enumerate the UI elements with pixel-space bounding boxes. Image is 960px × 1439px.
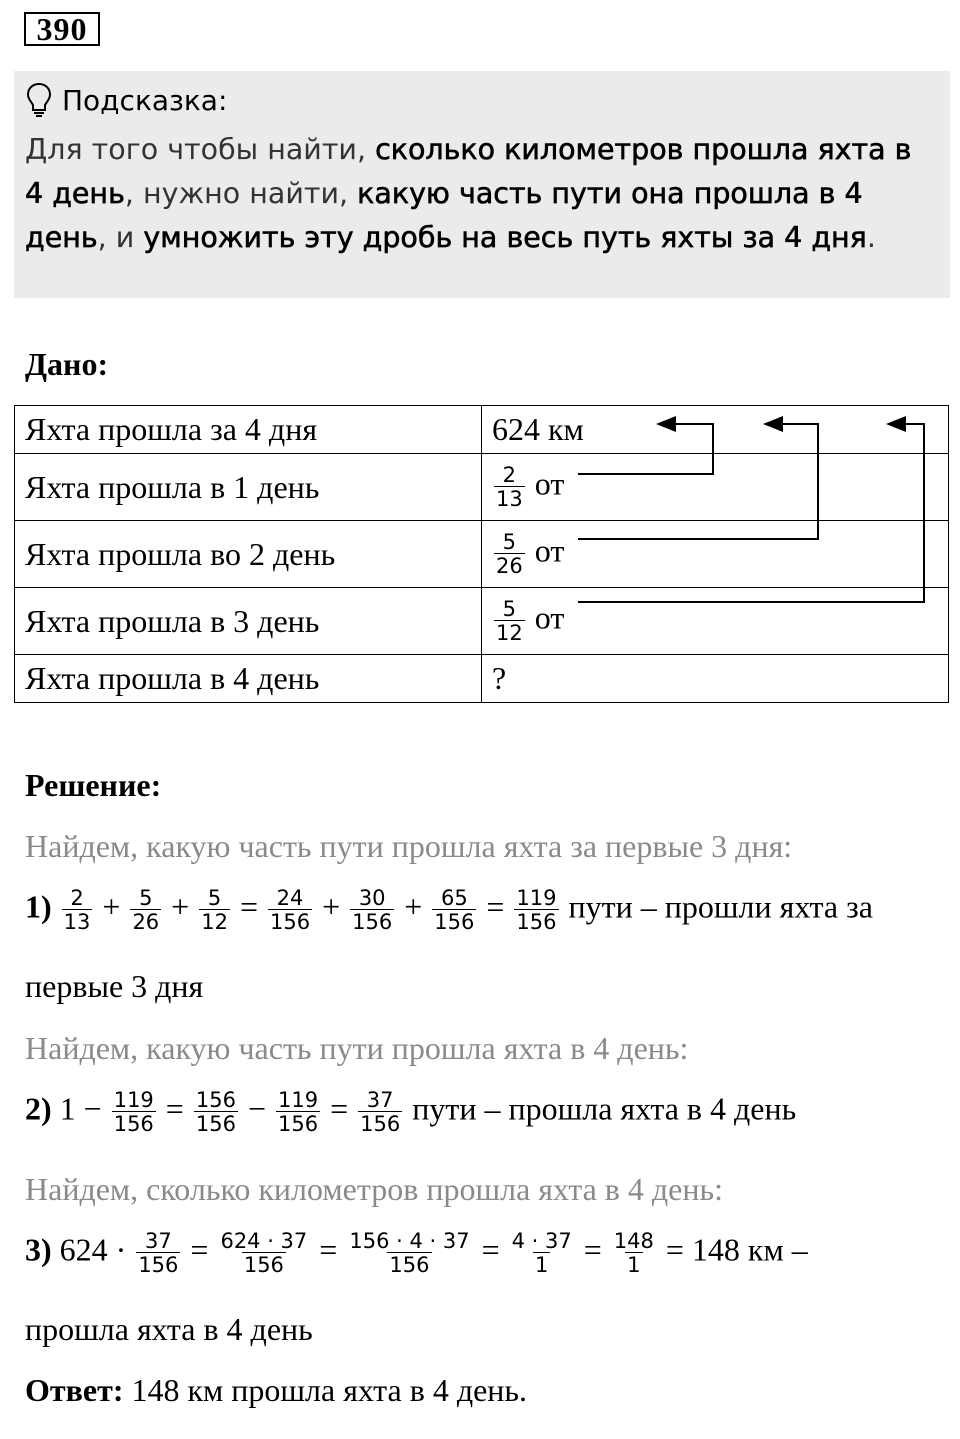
- step1-line: 1) $\frac{2}{13}$ + $\frac{5}{26}$ + $\frac{5}{12}$ = $\frac{24}{156}$ + $\frac{30}{156}$ + $\frac{65}{156}$ = $\frac{119}{156}$ пути – прошли яхта за: [25, 886, 873, 934]
- step3-line: 3) 624 · $\frac{37}{156}$ = $\frac{624 \cdot 37}{156}$ = $\frac{156 \cdot 4 \cdot 37}{156}$ = $\frac{4 \cdot 37}{1}$ = $\frac{148}{1}$ = 148 км –: [25, 1229, 808, 1277]
- answer: [25, 1372, 527, 1409]
- fraction: $\frac{4 \cdot 37}{1}$: [511, 1229, 572, 1277]
- row-label: Яхта прошла в 4 день: [15, 655, 482, 703]
- fraction: $\frac{30}{156}$: [352, 886, 393, 934]
- row-label: Яхта прошла во 2 день: [15, 521, 482, 588]
- hint-emphasis: умножить эту дробь на весь путь яхты за 4 дня: [143, 221, 867, 254]
- hint-part: , нужно найти,: [124, 177, 358, 210]
- step2-intro: Найдем, какую часть пути прошла яхта в 4 день:: [25, 1030, 689, 1066]
- row-label: Яхта прошла в 1 день: [15, 454, 482, 521]
- fraction: $\frac{148}{1}$: [613, 1229, 654, 1277]
- row-value: $\frac{5}{12}$ от: [482, 588, 949, 655]
- step2-line: 2) 1 − $\frac{119}{156}$ = $\frac{156}{156}$ − $\frac{119}{156}$ = $\frac{37}{156}$ пути – прошла яхта в 4 день: [25, 1088, 797, 1136]
- row-value: 624 км: [482, 406, 949, 454]
- arrow-day2: [578, 424, 818, 539]
- row-value: $\frac{5}{26}$ от: [482, 521, 949, 588]
- fraction: $\frac{65}{156}$: [434, 886, 475, 934]
- hint-part: Для того чтобы найти,: [25, 133, 376, 166]
- hint-emphasis: сколько километров прошла яхта в 4 день: [25, 133, 912, 210]
- fraction: $\frac{5}{26}$: [132, 886, 160, 934]
- arrow-day1: [578, 424, 713, 474]
- fraction: $\frac{624 \cdot 37}{156}$: [220, 1229, 308, 1277]
- hint-part: .: [866, 221, 876, 254]
- fraction: $\frac{5}{26}$: [496, 530, 523, 578]
- step3-continuation: прошла яхта в 4 день: [25, 1311, 313, 1347]
- step1-continuation: первые 3 дня: [25, 968, 204, 1004]
- fraction: $\frac{24}{156}$: [270, 886, 311, 934]
- fraction: $\frac{37}{156}$: [360, 1088, 401, 1136]
- hint-emphasis: какую часть пути она прошла в 4 день: [25, 177, 863, 254]
- row-value: ?: [482, 655, 949, 703]
- fraction: $\frac{119}{156}$: [113, 1088, 154, 1136]
- answer-label: Ответ:: [25, 1372, 124, 1408]
- fraction: $\frac{5}{12}$: [496, 597, 523, 645]
- solution-label: Решение:: [25, 767, 162, 803]
- hint-part: , и: [97, 221, 144, 254]
- fraction: $\frac{119}{156}$: [516, 886, 557, 934]
- fraction: $\frac{156 \cdot 4 \cdot 37}{156}$: [349, 1229, 470, 1277]
- hint-title-text: Подсказка:: [62, 83, 228, 117]
- fraction: $\frac{156}{156}$: [195, 1088, 236, 1136]
- answer-text: 148 км прошла яхта в 4 день.: [131, 1372, 528, 1408]
- fraction: $\frac{119}{156}$: [277, 1088, 319, 1136]
- fraction: $\frac{5}{12}$: [201, 886, 228, 934]
- step1-intro: Найдем, какую часть пути прошла яхта за первые 3 дня:: [25, 828, 793, 864]
- given-label: Дано:: [25, 346, 109, 382]
- problem-number: 390: [24, 12, 100, 46]
- fraction: $\frac{37}{156}$: [138, 1229, 179, 1277]
- fraction: $\frac{2}{13}$: [496, 463, 523, 511]
- arrow-day3: [578, 424, 924, 602]
- row-value: $\frac{2}{13}$ от: [482, 454, 949, 521]
- row-label: Яхта прошла в 3 день: [15, 588, 482, 655]
- row-label: Яхта прошла за 4 дня: [15, 406, 482, 454]
- step3-intro: Найдем, сколько километров прошла яхта в 4 день:: [25, 1171, 723, 1207]
- fraction: $\frac{2}{13}$: [63, 886, 91, 934]
